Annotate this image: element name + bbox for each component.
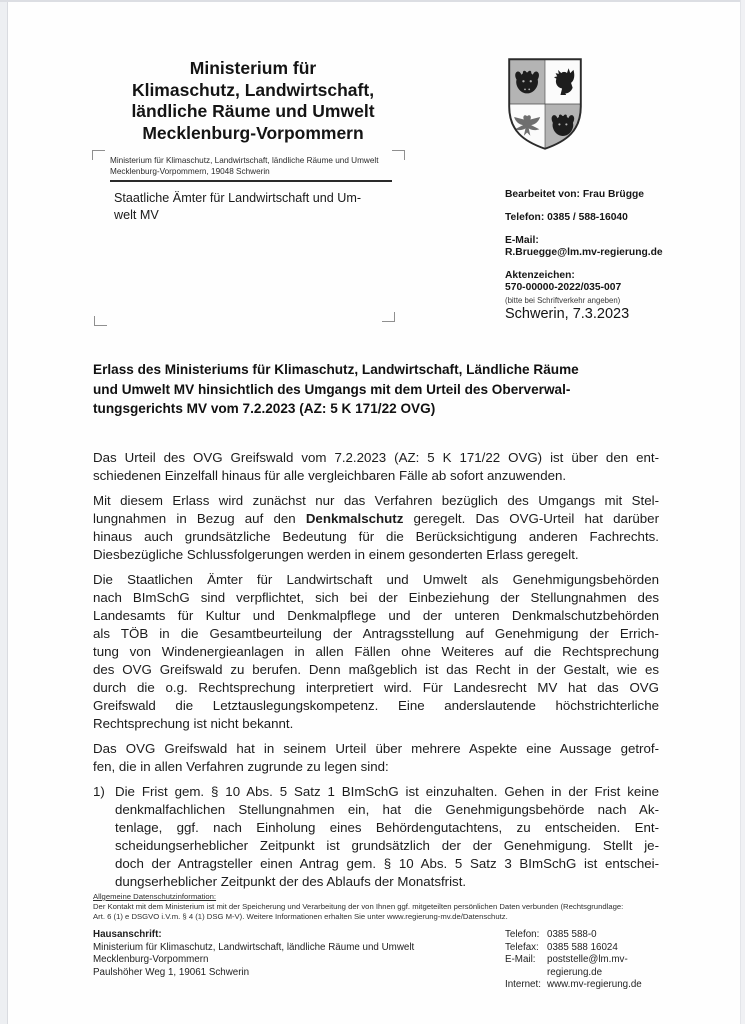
text-line: Das OVG Greifswald hat in seinem Urteil über mehrere Aspekte eine Aussage getrof- xyxy=(93,741,659,756)
text-line: tung von Windenergieanlagen in allen Fällen ohne Weiteres auf die Rechtsprechung xyxy=(93,644,659,659)
address-window-mark-bottom-right xyxy=(382,312,395,322)
hausanschrift-label: Hausanschrift: xyxy=(93,929,162,940)
list-marker: 1) xyxy=(93,784,105,799)
email-label: E-Mail: xyxy=(505,235,539,246)
text-line: nach BImSchG sind verpflichtet, sich bei der Einbeziehung der Stellungnahmen des xyxy=(93,590,659,605)
text-line: Landesamts für Kultur und Denkmalpflege und der unteren Denkmalschutzbehörden xyxy=(93,608,659,623)
text-line: Mecklenburg-Vorpommern, 19048 Schwerin xyxy=(110,166,270,176)
aktenzeichen-note: (bitte bei Schriftverkehr angeben) xyxy=(505,296,621,305)
footer-telefax-value: 0385 588 16024 xyxy=(547,941,618,953)
scan-edge-top xyxy=(0,0,745,2)
footer-email-label: E-Mail: xyxy=(505,954,536,965)
ministry-title xyxy=(88,58,418,144)
contact-telefon: Telefon: 0385 / 588-16040 xyxy=(505,212,628,223)
text-line: Diesbezügliche Schlussfolgerungen werden in einem gesonderten Erlass geregelt. xyxy=(93,547,579,562)
address-window-mark-bottom-left xyxy=(94,316,107,326)
aktenzeichen-value: 570-00000-2022/035-007 xyxy=(505,282,622,293)
text-line: Die Frist gem. § 10 Abs. 5 Satz 1 BImSchG ist einzuhalten. Gehen in der Frist keine xyxy=(115,784,659,799)
body-paragraph-2 xyxy=(93,492,659,564)
text-line: Mecklenburg-Vorpommern xyxy=(93,954,209,965)
letter-footer xyxy=(93,929,659,992)
text-line: denkmalfachlichen Stellungnahmen ein, hat die Genehmigungsbehörde nach Ak- xyxy=(115,802,659,817)
text-line: Erlass des Ministeriums für Klimaschutz, Landwirtschaft, Ländliche Räume xyxy=(93,362,579,377)
datenschutz-heading: Allgemeine Datenschutzinformation: xyxy=(93,892,217,901)
scan-edge-left xyxy=(0,0,8,1024)
text-line: dungserheblicher Zeitpunkt der des Ablaufs der Monatsfrist. xyxy=(115,874,467,889)
recipient-address xyxy=(114,190,414,223)
text-line: Das Urteil des OVG Greifswald vom 7.2.2023 (AZ: 5 K 171/22 OVG) ist über den ent- xyxy=(93,450,659,465)
text-line: tenlage, ggf. nach Einholung eines Behördengutachtens, zu entscheiden. Ent- xyxy=(115,820,659,835)
footer-email-value: poststelle@lm.mv-regierung.de xyxy=(547,954,628,978)
datenschutz-info xyxy=(93,892,659,921)
text-line: Ministerium für Klimaschutz, Landwirtschaft, ländliche Räume und Umwelt xyxy=(93,941,415,953)
footer-telefon-value: 0385 588-0 xyxy=(547,929,597,940)
aktenzeichen xyxy=(505,270,705,307)
letter-body xyxy=(93,449,659,891)
text-line: Staatliche Ämter für Landwirtschaft und Um- xyxy=(114,191,362,205)
body-paragraph-3 xyxy=(93,571,659,733)
coat-of-arms xyxy=(504,56,586,152)
text-line: durch die o.g. Rechtsprechung interpretiert wird. Für Landesrecht MV hat das OVG xyxy=(93,680,659,695)
body-paragraph-4 xyxy=(93,740,659,776)
hausanschrift-lines xyxy=(93,942,505,980)
text-line: Art. 6 (1) e DSGVO i.V.m. § 4 (1) DSG M-V). Weitere Informationen erhalten Sie unter www.regierung-mv.de/Datenschutz. xyxy=(93,911,508,921)
scan-edge-right xyxy=(740,0,745,1024)
footer-row-internet xyxy=(505,979,659,992)
text-line: Paulshöher Weg 1, 19061 Schwerin xyxy=(93,966,250,978)
footer-row-email xyxy=(505,954,659,979)
coat-of-arms-shield xyxy=(504,56,586,152)
body-paragraph-1 xyxy=(93,449,659,485)
contact-block xyxy=(505,189,705,318)
text-line: Mit diesem Erlass wird zunächst nur das Verfahren bezüglich des Umgangs mit Stel- xyxy=(93,493,659,508)
text-line: Klimaschutz, Landwirtschaft, xyxy=(131,79,375,100)
aktenzeichen-label: Aktenzeichen: xyxy=(505,270,575,281)
text-line: hinaus auch grundsätzliche Bedeutung für die Berücksichtigung anderen Fachrechts. xyxy=(93,529,659,544)
text-line: schiedenen Einzelfall hinaus für alle vergleichbaren Fälle ab sofort anzuwenden. xyxy=(93,468,567,483)
numbered-list-item-1 xyxy=(93,783,659,891)
footer-row-telefon xyxy=(505,929,659,942)
text-line: doch der Antragsteller einen Antrag gem. § 10 Abs. 5 Satz 3 BImSchG ist entschei- xyxy=(115,856,659,871)
contact-email xyxy=(505,235,705,259)
text-line: tungsgerichts MV vom 7.2.2023 (AZ: 5 K 171/22 OVG) xyxy=(93,401,436,416)
text-line: als TÖB in die Gesamtbeurteilung der Antragsstellung auf Genehmigung der Errich- xyxy=(93,626,659,641)
footer-row-telefax xyxy=(505,942,659,955)
bearbeitet-von: Bearbeitet von: Frau Brügge xyxy=(505,189,645,200)
subject-line xyxy=(93,360,659,419)
datenschutz-text xyxy=(93,902,659,922)
text-line: und Umwelt MV hinsichtlich des Umgangs mit dem Urteil des Oberverwal- xyxy=(93,381,571,397)
footer-telefon-label: Telefon: xyxy=(505,929,540,940)
email-value: R.Bruegge@lm.mv-regierung.de xyxy=(505,247,663,258)
list-item-text xyxy=(115,783,659,891)
text-line: fen, die in allen Verfahren zugrunde zu legen sind: xyxy=(93,759,389,774)
text-line: ländliche Räume und Umwelt xyxy=(131,101,375,121)
text-line: Ministerium für xyxy=(189,58,317,78)
text-line: Mecklenburg-Vorpommern xyxy=(142,122,364,143)
text-line: welt MV xyxy=(114,207,159,222)
text-line: Die Staatlichen Ämter für Landwirtschaft und Umwelt als Genehmigungsbehörden xyxy=(93,572,659,587)
return-address xyxy=(110,156,392,182)
text-line: Greifswald die Letztauslegungskompetenz. Eine anderslautende höchstrichterliche xyxy=(93,698,659,713)
text-line: Rechtsprechung ist nicht bekannt. xyxy=(93,716,294,731)
footer-internet-label: Internet: xyxy=(505,979,541,990)
text-line: scheidungserheblicher Zeitpunkt ist grundsätzlich der der Genehmigung. Stellt je- xyxy=(115,838,659,853)
text-line: lungnahmen in Bezug auf den Denkmalschutz geregelt. Das OVG-Urteil hat darüber xyxy=(93,511,659,526)
footer-internet-value: www.mv-regierung.de xyxy=(547,979,642,990)
address-window-mark-top-left xyxy=(92,150,105,160)
text-line: des OVG Greifswald zu berufen. Denn maßgeblich ist das Recht in der Gestalt, wie es xyxy=(93,662,659,677)
text-line: Ministerium für Klimaschutz, Landwirtschaft, ländliche Räume und Umwelt xyxy=(110,156,379,165)
footer-telefax-label: Telefax: xyxy=(505,941,539,953)
place-and-date: Schwerin, 7.3.2023 xyxy=(505,306,630,322)
address-window-mark-top-right xyxy=(392,150,405,160)
footer-contact xyxy=(505,929,659,992)
text-line: Der Kontakt mit dem Ministerium ist mit der Speicherung und Verarbeitung der von Ihnen ggf. mitgeteilten persönlichen Daten verbunden (Rechtsgrundlage: xyxy=(93,901,624,911)
footer-address xyxy=(93,929,505,992)
